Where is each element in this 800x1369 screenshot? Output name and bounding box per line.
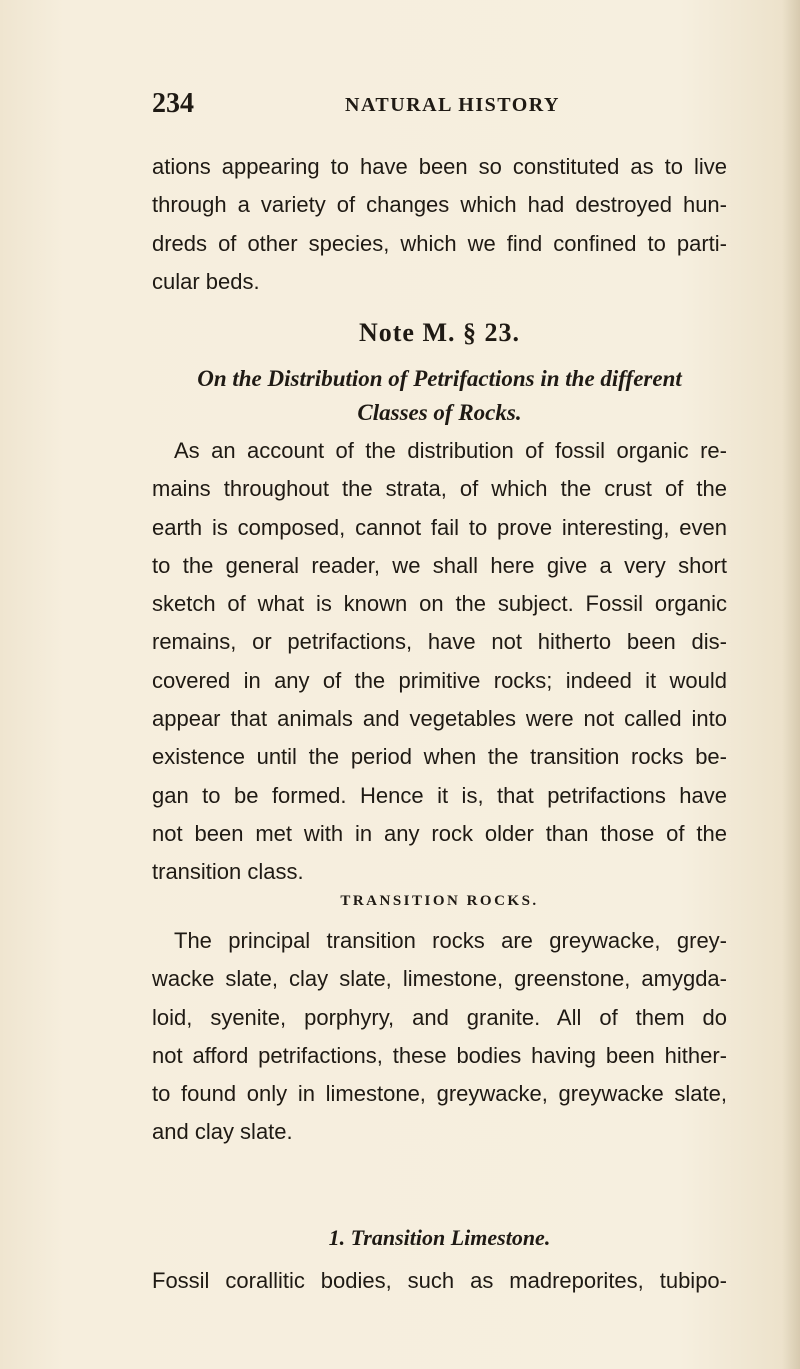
text-line: existence until the period when the transition rocks be- (152, 744, 727, 770)
text-line: to the general reader, we shall here give a very short (152, 552, 727, 578)
text-line: remains, or petrifactions, have not hitherto been dis- (152, 629, 727, 655)
paragraph-continuation (152, 148, 727, 301)
text-line: ations appearing to have been so constituted as to live (152, 154, 727, 179)
text-line: to found only in limestone, greywacke, greywacke slate, (152, 1081, 727, 1107)
text-line: not been met with in any rock older than those of the (152, 820, 727, 846)
running-head: NATURAL HISTORY (345, 94, 560, 116)
text-line: As an account of the distribution of fossil organic re- (174, 438, 727, 463)
page-number: 234 (152, 88, 194, 119)
paragraph-distribution (152, 432, 727, 892)
page-edge-shadow (782, 0, 800, 1369)
note-subtitle-line: On the Distribution of Petrifactions in the different (197, 366, 682, 391)
note-heading: Note M. § 23. (358, 318, 520, 347)
text-line: covered in any of the primitive rocks; indeed it would (152, 667, 727, 693)
note-subtitle (152, 362, 727, 430)
text-line: mains throughout the strata, of which the crust of the (152, 476, 727, 502)
page-header (152, 88, 712, 128)
text-line: loid, syenite, porphyry, and granite. All of them do (152, 1004, 727, 1030)
text-line: wacke slate, clay slate, limestone, greenstone, amygda- (152, 966, 727, 992)
text-line: and clay slate. (152, 1119, 293, 1145)
text-line: cular beds. (152, 268, 260, 294)
subsection-heading: 1. Transition Limestone. (328, 1225, 551, 1250)
text-line: transition class. (152, 859, 304, 885)
paragraph-transition-rocks (152, 922, 727, 1152)
text-line: appear that animals and vegetables were not called into (152, 706, 727, 732)
text-line: Fossil corallitic bodies, such as madreporites, tubipo- (152, 1268, 727, 1293)
text-line: sketch of what is known on the subject. Fossil organic (152, 591, 727, 617)
text-line: not afford petrifactions, these bodies having been hither- (152, 1042, 727, 1068)
text-line: through a variety of changes which had destroyed hun- (152, 192, 727, 218)
text-line: gan to be formed. Hence it is, that petrifactions have (152, 782, 727, 808)
text-line: dreds of other species, which we find confined to parti- (152, 230, 727, 256)
text-line: The principal transition rocks are greywacke, grey- (174, 928, 727, 953)
text-line: earth is composed, cannot fail to prove interesting, even (152, 514, 727, 540)
note-subtitle-line: Classes of Rocks. (357, 400, 522, 425)
paragraph-fossil-corallitic (152, 1262, 727, 1300)
section-heading: TRANSITION ROCKS. (340, 893, 539, 909)
